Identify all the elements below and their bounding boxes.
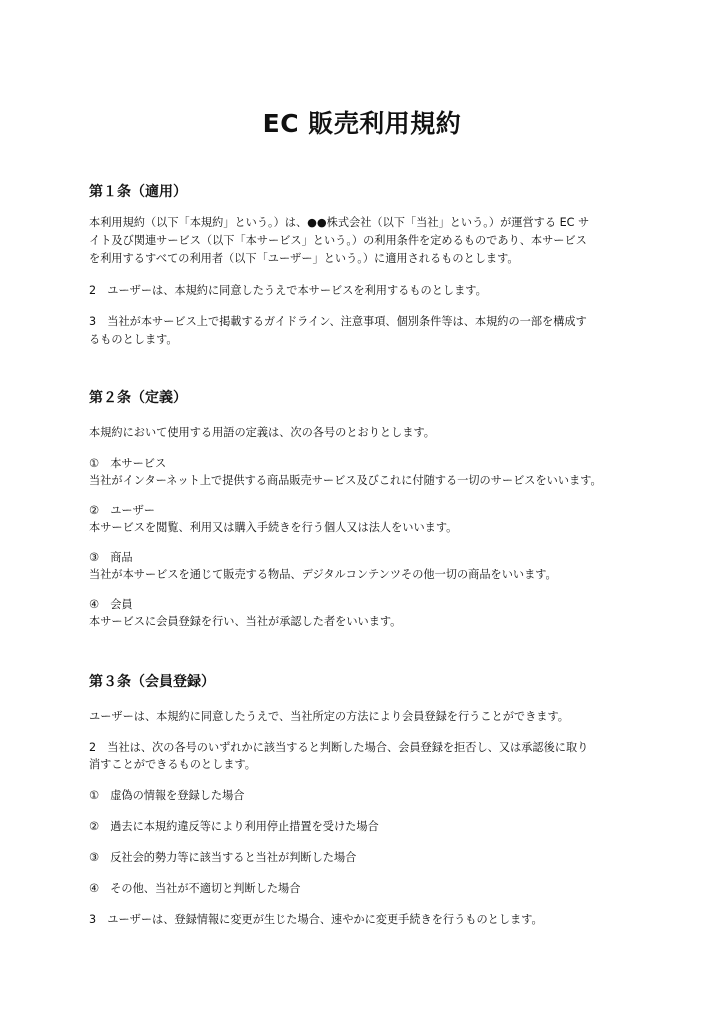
definition-term: ④ 会員 bbox=[89, 598, 133, 611]
list-item: ④ その他、当社が不適切と判断した場合 bbox=[89, 882, 301, 895]
list-item: ② 過去に本規約違反等により利用停止措置を受けた場合 bbox=[89, 820, 379, 833]
article-2-intro: 本規約において使用する用語の定義は、次の各号のとおりとします。 bbox=[89, 426, 435, 439]
article-1-heading: 第１条（適用） bbox=[89, 184, 187, 200]
definition-term: ② ユーザー bbox=[89, 504, 155, 517]
article-1-paragraph-1-line-1: 本利用規約（以下「本規約」という。）は、●●株式会社（以下「当社」という。）が運営する EC サ bbox=[89, 216, 590, 229]
definition-description: 本サービスを閲覧、利用又は購入手続きを行う個人又は法人をいいます。 bbox=[89, 521, 458, 534]
definition-description: 当社が本サービスを通じて販売する物品、デジタルコンテンツその他一切の商品をいいます。 bbox=[89, 568, 557, 581]
list-item: ③ 反社会的勢力等に該当すると当社が判断した場合 bbox=[89, 851, 357, 864]
article-1-paragraph-3-line-2: るものとします。 bbox=[89, 333, 178, 346]
article-1-paragraph-1-line-3: を利用するすべての利用者（以下「ユーザー」という。）に適用されるものとします。 bbox=[89, 252, 519, 265]
article-3-paragraph-3: 3 ユーザーは、登録情報に変更が生じた場合、速やかに変更手続きを行うものとします。 bbox=[89, 913, 543, 926]
definition-description: 当社がインターネット上で提供する商品販売サービス及びこれに付随する一切のサービスをいいます。 bbox=[89, 474, 602, 487]
definition-term: ③ 商品 bbox=[89, 551, 133, 564]
list-item: ① 虚偽の情報を登録した場合 bbox=[89, 789, 245, 802]
definition-term: ① 本サービス bbox=[89, 457, 167, 470]
definition-description: 本サービスに会員登録を行い、当社が承認した者をいいます。 bbox=[89, 615, 402, 628]
document-title: EC 販売利用規約 bbox=[262, 109, 462, 138]
article-1-paragraph-2: 2 ユーザーは、本規約に同意したうえで本サービスを利用するものとします。 bbox=[89, 284, 487, 297]
article-3-heading: 第３条（会員登録） bbox=[89, 674, 215, 690]
article-3-paragraph-1: ユーザーは、本規約に同意したうえで、当社所定の方法により会員登録を行うことができます。 bbox=[89, 710, 569, 723]
article-3-paragraph-2-line-1: 2 当社は、次の各号のいずれかに該当すると判断した場合、会員登録を拒否し、又は承認後に取り bbox=[89, 741, 589, 754]
article-1-paragraph-1-line-2: イト及び関連サービス（以下「本サービス」という。）の利用条件を定めるものであり、本サービス bbox=[89, 234, 587, 247]
article-1-paragraph-3-line-1: 3 当社が本サービス上で掲載するガイドライン、注意事項、個別条件等は、本規約の一部を構成す bbox=[89, 315, 587, 328]
article-3-paragraph-2-line-2: 消すことができるものとします。 bbox=[89, 758, 256, 771]
article-2-heading: 第２条（定義） bbox=[89, 390, 187, 406]
